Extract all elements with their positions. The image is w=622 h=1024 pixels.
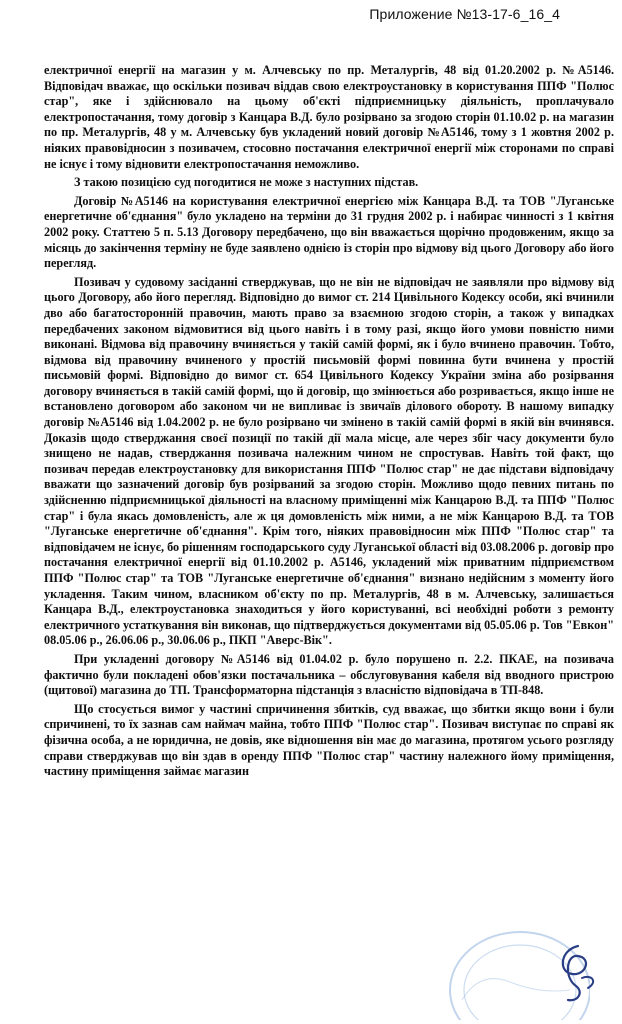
- document-body: [44, 63, 614, 783]
- paragraph-2: З такою позицією суд погодитися не може з наступних підстав.: [74, 175, 419, 190]
- paragraph-3: Договір №А5146 на користування електричної енергією між Канцара В.Д. та ТОВ "Луганське енергетичне об'єднання" було укладено на терміни до 31 грудня 2002 р. і набирає чинності з 1 квітня 2002 року. Статтею 5 п. 5.13 Договору передбачено, що він вважається щорічно продовженим, якщо за місяць до закінчення терміну не буде заявлено однією із сторін про відмову від цього Договору або його перегляд.: [44, 193, 614, 271]
- paragraph-1: електричної енергії на магазин у м. Алчевську по пр. Металургів, 48 від 01.20.2002 р. №А5146. Відповідач вважає, що оскільки позивач віддав свою електроустановку в користування ППФ "Полюс стар", яке і здійснювало на цьому об'єкті підприємницьку діяльність, проплачувало електропостачання, тому договір з Канцара В.Д. було розірвано за згодою сторін 01.10.02 р. на магазин по пр. Металургів, 48 у м. Алчевську був укладений новий договір №А5146, тому з 1 жовтня 2002 р. ніяких правовідносин з позивачем, стосовно постачання електричної енергії між сторонами по справі не існує і тому відновити електропостачання неможливо.: [44, 63, 614, 171]
- paragraph-6: Що стосується вимог у частині спричинення збитків, суд вважає, що збитки якщо вони і були спричинені, то їх зазнав сам наймач майна, тобто ППФ "Полюс стар". Позивач виступає по справі як фізична особа, а не юридична, не довів, яке відношення він має до магазина, протягом усього розгляду справи стверджував що він здав в оренду ППФ "Полюс стар" частину належного йому приміщення, частину приміщення займає магазин: [44, 701, 614, 779]
- paragraph-5: При укладенні договору №А5146 від 01.04.02 р. було порушено п. 2.2. ПКАЕ, на позивача фактично були покладені обов'язки постачальника – обслуговування кабеля від вводного пристрою (щитової) магазина до ТП. Трансформаторна підстанція з власністю відповідача в ТП-848.: [44, 651, 614, 698]
- document-header-label: Приложение №13-17-6_16_4: [369, 6, 560, 22]
- handwritten-signature-icon: [548, 938, 608, 1008]
- paragraph-4: Позивач у судовому засіданні стверджував, що не він не відповідач не заявляли про відмову від цього Договору, або його перегляд. Відповідно до вимог ст. 214 Цивільного Кодексу особи, які вчинили дво або багатосторонній правочин, мають право за взаємною згодою сторін, а також у випадках передбачених законом відмовитися від цього навіть і в тому разі, якщо його умови повністю ними виконані. Відмова від правочину вчиняється у такій самій формі, як і було вчинено правочин. Тобто, відмова від правочину вчиненого у простій письмовій формі повинна бути вчинена у простій письмовій формі. Відповідно до вимог ст. 654 Цивільного Кодексу України зміна або розірвання договору вчиняється в такій самій формі, що й договір, що змінюється або розривається, якщо інше не встановлено договором або законом чи не випливає із звичаїв ділового обороту. В нашому випадку договір №А5146 від 1.04.2002 р. не було розірвано чи змінено в такій самій формі в якій він вчинявся. Доказів щодо стверджання своєї позиції по такій дії мала місце, але через збіг часу документи було знищено не надав, стверджання позивача належним чином не спростував. Навіть той факт, що позивач передав електроустановку для використання ППФ "Полюс стар" не дає підстави відповідачу вважати що зазначений договір був розірваний за згодою сторін. Можливо щодо певних питань по здійсненню підприємницької діяльності на власному приміщенні між Канцарою В.Д. та ППФ "Полюс стар" і була якась домовленість, але ж ця домовленість між ними, а не між Канцарою В.Д. та ТОВ "Луганське енергетичне об'єднання". Крім того, ніяких правовідносин між ППФ "Полюс стар" та відповідачем не існує, бо рішенням господарського суду Луганської області від 03.08.2006 р. договір про постачання електричної енергії від 01.10.2002 р. А5146, укладений між приватним підприємством ППФ "Полюс стар" та ТОВ "Луганське енергетичне об'єднання" визнано недійсним з моменту його укладення. Таким чином, власником об'єкту по пр. Металургів, 48 в м. Алчевську, залишається Канцара В.Д., електроустановка знаходиться у його користуванні, всі необхідні роботи з ремонту електричного устаткування він виконав, що підтверджується документами від 05.05.06 р. Тов "Евкон" 08.05.06 р., 26.06.06 р., 30.06.06 р., ПКП "Аверс-Вік".: [44, 274, 614, 648]
- official-stamp-icon: [440, 930, 590, 1020]
